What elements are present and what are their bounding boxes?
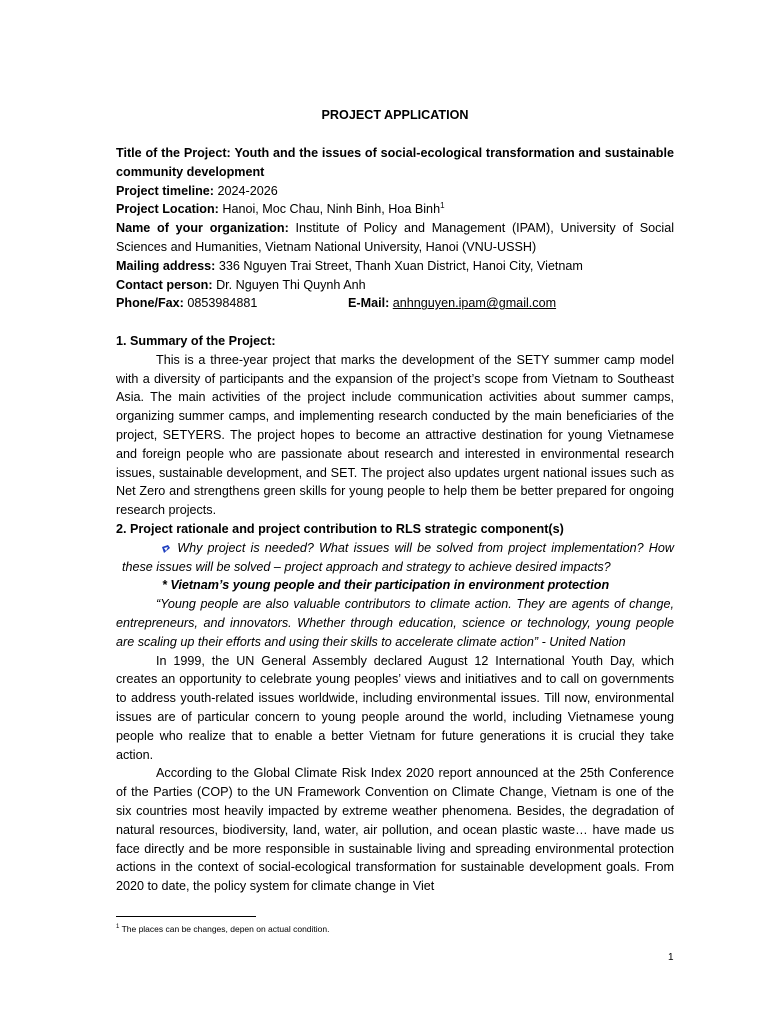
phone-value: 0853984881 bbox=[187, 296, 258, 311]
bullet-text: Why project is needed? What issues will be solved from project implementation? How these issues will be solved – project approach and strategy to achieve desired impacts? bbox=[122, 540, 674, 574]
bullet-item bbox=[116, 539, 674, 577]
email-label: E-Mail: bbox=[348, 296, 390, 311]
timeline-row bbox=[116, 182, 674, 201]
paragraph-youth-day: In 1999, the UN General Assembly declared August 12 International Youth Day, which creates an opportunity to celebrate young peoples’ views and initiatives and to call on governments to address youth-related issues worldwide, including environmental issues. Till now, environmental issues are of particular concern to young people around the world, including Vietnamese young people who realize that to enable a better Vietnam for future generations it is crucial they take action. bbox=[116, 653, 674, 762]
project-info bbox=[116, 144, 674, 313]
email-link[interactable]: anhnguyen.ipam@gmail.com bbox=[392, 296, 557, 311]
section-2-heading bbox=[116, 520, 674, 539]
phone-email-row bbox=[116, 294, 674, 313]
section-2-heading-text: 2. Project rationale and project contribution to RLS strategic component(s) bbox=[116, 522, 564, 536]
mailing-row bbox=[116, 257, 674, 276]
location-label: Project Location: bbox=[116, 202, 219, 217]
location-row bbox=[116, 200, 674, 219]
section-1-heading bbox=[116, 332, 674, 351]
contact-row bbox=[116, 276, 674, 295]
section-summary bbox=[116, 332, 674, 520]
project-title-row bbox=[116, 144, 674, 182]
section-1-heading-text: 1. Summary of the Project: bbox=[116, 334, 276, 348]
timeline-value: 2024-2026 bbox=[217, 183, 278, 198]
page-number: 1 bbox=[668, 952, 674, 963]
page-title: PROJECT APPLICATION bbox=[321, 108, 469, 122]
organization-row bbox=[116, 219, 674, 257]
contact-value: Dr. Nguyen Thi Quynh Anh bbox=[216, 277, 366, 292]
project-title-value: Youth and the issues of social-ecological transformation and sustainable community development bbox=[116, 146, 675, 179]
phone-label: Phone/Fax: bbox=[116, 296, 184, 311]
section-rationale bbox=[116, 520, 674, 896]
organization-label: Name of your organization: bbox=[116, 221, 289, 236]
email-group bbox=[348, 294, 556, 313]
footnote-separator bbox=[116, 916, 256, 917]
bullet-arrow-icon bbox=[162, 543, 172, 552]
footnote bbox=[116, 920, 330, 936]
mailing-value: 336 Nguyen Trai Street, Thanh Xuan District, Hanoi City, Vietnam bbox=[218, 258, 583, 273]
timeline-label: Project timeline: bbox=[116, 183, 214, 198]
mailing-label: Mailing address: bbox=[116, 258, 216, 273]
location-value: Hanoi, Moc Chau, Ninh Binh, Hoa Binh bbox=[222, 202, 441, 217]
section-1-body: This is a three-year project that marks the development of the SETY summer camp model with a diversity of participants and the expansion of the project’s scope from Vietnam to Southeast Asia. The main activities of the project include communication activities about summer camps, organizing summer camps, and implementing research conducted by the main beneficiaries of the project, SETYERS. The project hopes to become an attractive destination for young Vietnamese and foreign people who are passionate about research and interested in environmental research issues, sustainable development, and SET. The project also updates urgent national issues such as Net Zero and strengthens green skills for young people to help them be better prepared for ongoing research projects. bbox=[116, 352, 674, 518]
un-quote: “Young people are also valuable contributors to climate action. They are agents of change, entrepreneurs, and innovators. Whether through education, science or technology, young people are scaling up their efforts and using their skills to accelerate climate action” - United Nation bbox=[116, 597, 674, 649]
paragraph-climate-risk: According to the Global Climate Risk Index 2020 report announced at the 25th Conference of the Parties (COP) to the UN Framework Convention on Climate Change, Vietnam is one of the six countries most heavily impacted by extreme weather phenomena. Besides, the degradation of natural resources, biodiversity, land, water, air pollution, and ocean plastic waste… have made us face directly and be more responsible in sustainable living and spreading environmental protection actions in the context of social-ecological transformation for sustainable development goals. From 2020 to date, the policy system for climate change in Viet bbox=[116, 766, 674, 894]
subheading-youth: * Vietnam’s young people and their participation in environment protection bbox=[162, 578, 610, 593]
footnote-text: The places can be changes, depen on actual condition. bbox=[121, 923, 330, 934]
contact-label: Contact person: bbox=[116, 277, 213, 292]
organization-value: Institute of Policy and Management (IPAM), University of Social Sciences and Humanities, Vietnam National University, Hanoi (VNU-USSH) bbox=[116, 221, 675, 254]
footnote-reference[interactable]: 1 bbox=[440, 201, 445, 211]
footnote-number: 1 bbox=[116, 924, 120, 930]
project-title-label: Title of the Project: bbox=[116, 146, 231, 160]
